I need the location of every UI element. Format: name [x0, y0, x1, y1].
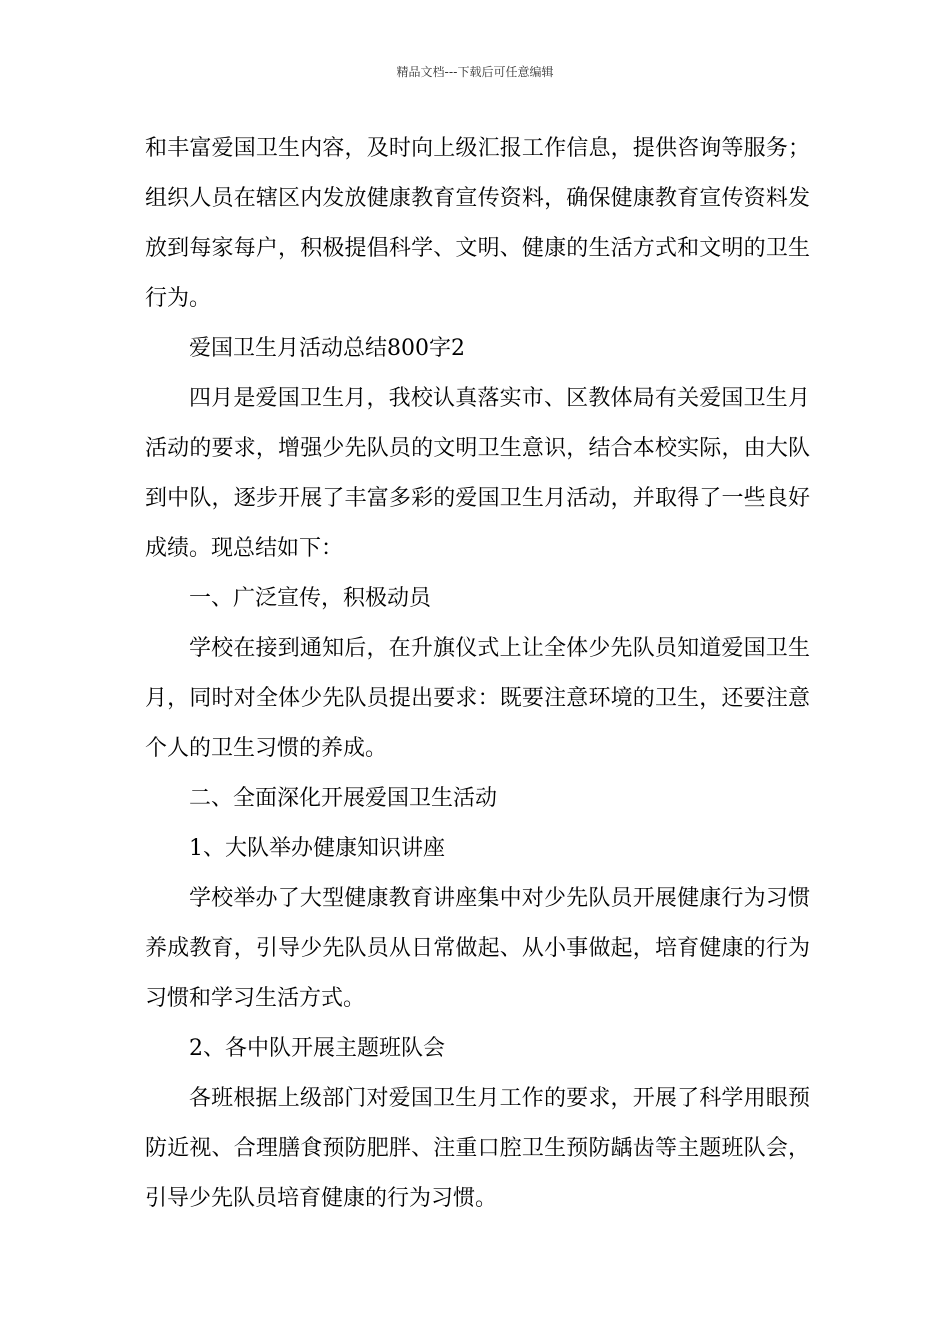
heading-2: 二、全面深化开展爱国卫生活动 — [189, 786, 498, 811]
subheading-2-1: 1、大队举办健康知识讲座 — [189, 836, 445, 861]
page-header: 精品文档---下载后可任意编辑 — [396, 65, 554, 79]
paragraph-intro: 四月是爱国卫生月，我校认真落实市、区教体局有关爱国卫生月活动的要求，增强少先队员的文明卫生意识，结合本校实际，由大队到中队，逐步开展了丰富多彩的爱国卫生月活动，并取得了一些良好成绩。现总结如下： — [145, 386, 810, 561]
document-body — [145, 124, 810, 1224]
paragraph-continuation: 和丰富爱国卫生内容，及时向上级汇报工作信息，提供咨询等服务；组织人员在辖区内发放健康教育宣传资料，确保健康教育宣传资料发放到每家每户，积极提倡科学、文明、健康的生活方式和文明的卫生行为。 — [145, 136, 810, 311]
heading-1: 一、广泛宣传，积极动员 — [189, 586, 432, 611]
subheading-2-2: 2、各中队开展主题班队会 — [189, 1036, 445, 1061]
paragraph-1: 学校在接到通知后，在升旗仪式上让全体少先队员知道爱国卫生月，同时对全体少先队员提出要求：既要注意环境的卫生，还要注意个人的卫生习惯的养成。 — [145, 636, 810, 761]
paragraph-2-2: 各班根据上级部门对爱国卫生月工作的要求，开展了科学用眼预防近视、合理膳食预防肥胖、注重口腔卫生预防龋齿等主题班队会，引导少先队员培育健康的行为习惯。 — [145, 1086, 810, 1211]
paragraph-2-1: 学校举办了大型健康教育讲座集中对少先队员开展健康行为习惯养成教育，引导少先队员从日常做起、从小事做起，培育健康的行为习惯和学习生活方式。 — [145, 886, 810, 1011]
section-title: 爱国卫生月活动总结800字2 — [189, 336, 465, 361]
